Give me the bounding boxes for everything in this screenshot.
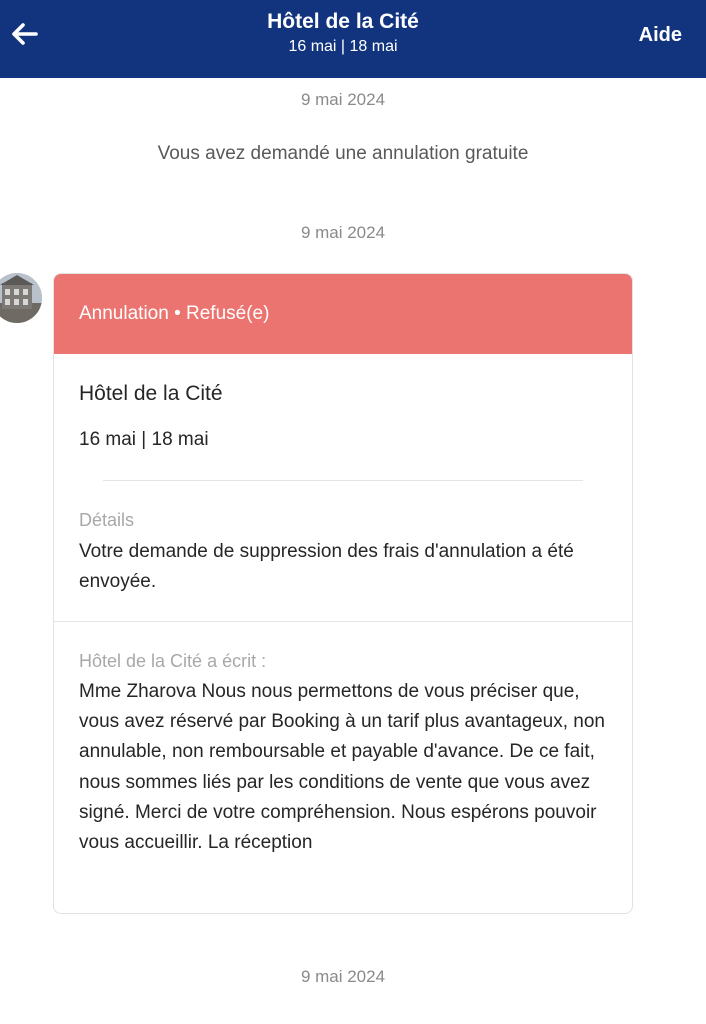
hotel-reply-text: Mme Zharova Nous nous permettons de vous préciser que, vous avez réservé par Booking à un tarif plus avantageux, non annulable, non remboursable et payable d'avance. De ce fait, nous sommes liés par les conditions de vente que vous avez signé. Merci de votre compréhension. Nous espérons pouvoir vous accueillir. La réception <box>79 681 605 854</box>
page-subtitle: 16 mai | 18 mai <box>288 38 398 55</box>
date-separator: 9 mai 2024 <box>300 967 386 986</box>
card-stay-dates: 16 mai | 18 mai <box>79 429 209 450</box>
page-title: Hôtel de la Cité <box>267 10 419 33</box>
top-bar <box>0 0 706 78</box>
divider <box>103 480 583 481</box>
card-hotel-name: Hôtel de la Cité <box>79 382 223 405</box>
details-label: Détails <box>79 510 135 530</box>
header-title-block <box>100 8 586 58</box>
details-text: Votre demande de suppression des frais d'annulation a été envoyée. <box>79 541 574 592</box>
date-separator: 9 mai 2024 <box>300 90 386 109</box>
help-button[interactable]: Aide <box>638 24 682 46</box>
divider <box>54 621 632 622</box>
card-status-header: Annulation • Refusé(e) <box>54 274 632 354</box>
back-button[interactable] <box>4 14 44 54</box>
date-separator: 9 mai 2024 <box>300 223 386 242</box>
arrow-left-icon <box>9 22 39 46</box>
hotel-avatar <box>0 273 42 323</box>
system-message: Vous avez demandé une annulation gratuite <box>157 143 529 164</box>
hotel-reply-label: Hôtel de la Cité a écrit : <box>79 651 267 671</box>
hotel-building-icon <box>0 273 42 323</box>
cancellation-card <box>53 273 633 914</box>
